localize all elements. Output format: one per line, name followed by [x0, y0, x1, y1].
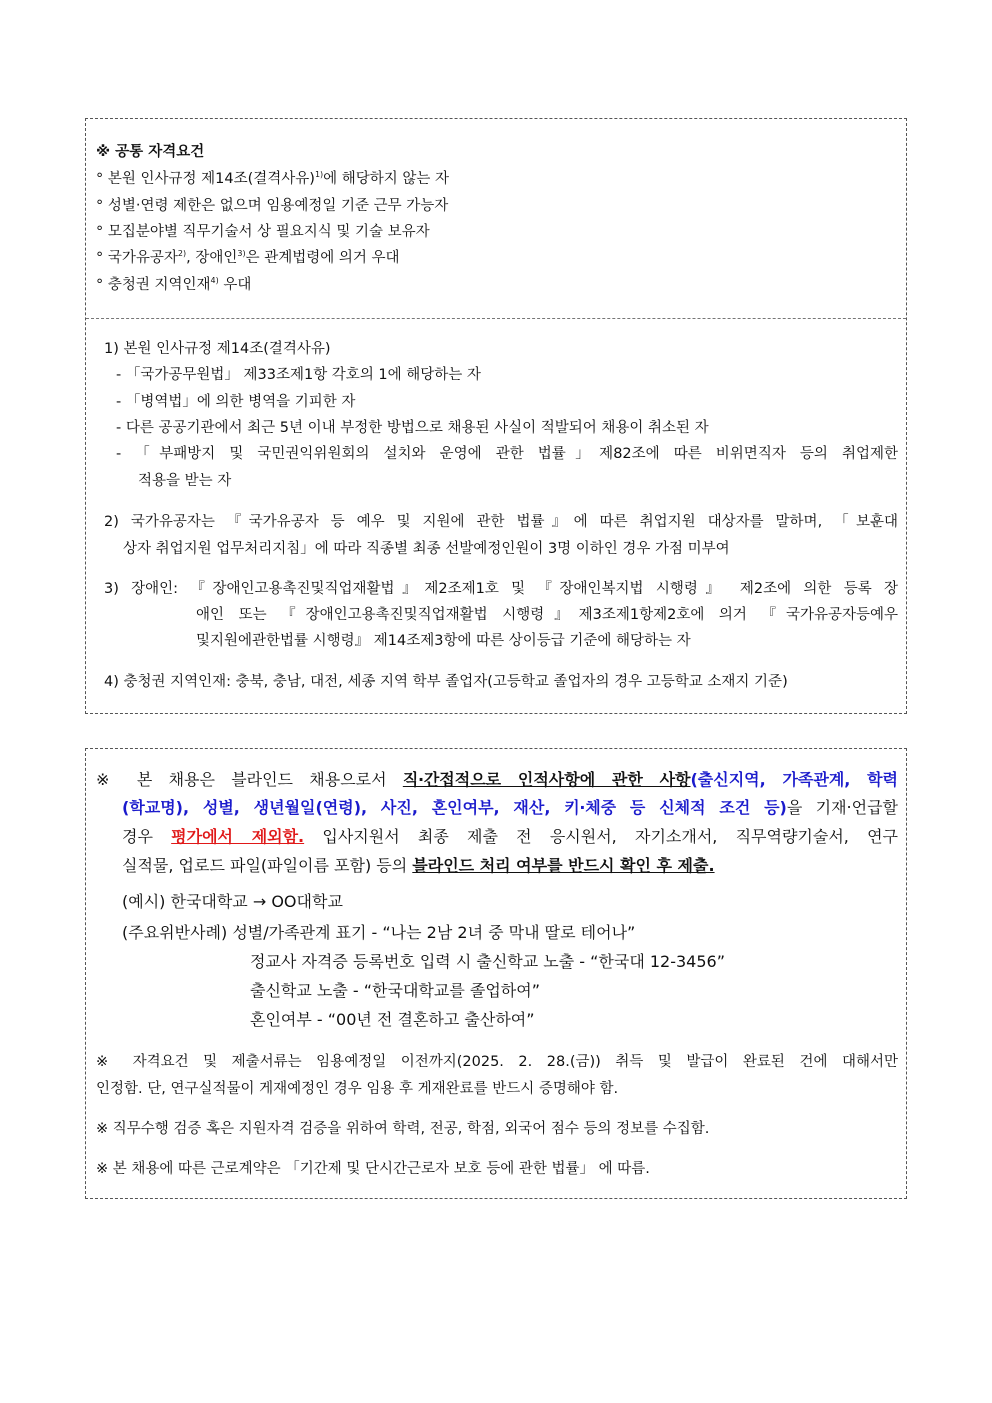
violation-item: 정교사 자격증 등록번호 입력 시 출신학교 노출 - “한국대 12-3456” — [250, 952, 726, 971]
qualification-note-line-2: 인정함. 단, 연구실적물이 게재예정인 경우 임용 후 게재완료를 반드시 증명해야 함. — [96, 1081, 619, 1097]
contract-note: ※ 본 채용에 따른 근로계약은 「기간제 및 단시간근로자 보호 등에 관한 법률」 에 따름. — [96, 1161, 650, 1177]
common-item-4: ° 국가유공자$^{2)}$, 장애인$^{3)}$은 관계법령에 의거 우대 — [96, 249, 400, 266]
blind-line-4: 실적물, 업로드 파일(파일이름 포함) 등의 블라인드 처리 여부를 반드시 확인 후 제출. — [122, 856, 715, 875]
note-1-item: - 「국가공무원법」 제33조제1항 각호의 1에 해당하는 자 — [116, 367, 481, 383]
common-item-3: ° 모집분야별 직무기술서 상 필요지식 및 기술 보유자 — [96, 224, 430, 240]
note-1-item: - 「병역법」에 의한 병역을 기피한 자 — [116, 394, 356, 410]
common-item-5: ° 충청권 지역인재$^{4)}$ 우대 — [96, 276, 252, 293]
note-1-title: 1) 본원 인사규정 제14조(결격사유) — [104, 341, 331, 357]
blind-hiring-box — [85, 748, 907, 1199]
blind-line-1: ※ 본 채용은 블라인드 채용으로서 직‧간접적으로 인적사항에 관한 사항(출신지역, 가족관계, 학력 — [96, 770, 899, 789]
blind-example: (예시) 한국대학교 → OO대학교 — [122, 892, 343, 911]
note-2-line: 2) 국가유공자는 『국가유공자 등 예우 및 지원에 관한 법률』에 따른 취업지원 대상자를 말하며, 「보훈대 — [104, 514, 898, 530]
note-1-item: - 다른 공공기관에서 최근 5년 이내 부정한 방법으로 채용된 사실이 적발되어 채용이 취소된 자 — [116, 420, 709, 436]
blind-line-3: 경우 평가에서 제외함. 입사지원서 최종 제출 전 응시원서, 자기소개서, 직무역량기술서, 연구 — [122, 827, 899, 846]
common-item-2: ° 성별‧연령 제한은 없으며 임용예정일 기준 근무 가능자 — [96, 198, 449, 214]
note-3-line: 및지원에관한법률 시행령』 제14조제3항에 따른 상이등급 기준에 해당하는 자 — [196, 633, 691, 649]
qualification-note-line-1: ※ 자격요건 및 제출서류는 임용예정일 이전까지(2025. 2. 28.(금)) 취득 및 발급이 완료된 건에 대해서만 — [96, 1054, 898, 1070]
violation-item: 혼인여부 - “00년 전 결혼하고 출산하여” — [250, 1010, 535, 1029]
note-3-line: 애인 또는 『장애인고용촉진및직업재활법 시행령』제3조제1항제2호에 의거 『국가유공자등예우 — [196, 607, 898, 623]
note-1-item: - 「부패방지 및 국민권익위원회의 설치와 운영에 관한 법률」제82조에 따른 비위면직자 등의 취업제한 — [116, 446, 898, 462]
violation-row: (주요위반사례) 성별/가족관계 표기 - “나는 2남 2녀 중 막내 딸로 테어나” — [122, 923, 636, 942]
common-item-1: ° 본원 인사규정 제14조(결격사유)$^{1)}$에 해당하지 않는 자 — [96, 170, 450, 187]
note-2-line: 상자 취업지원 업무처리지침」에 따라 직종별 최종 선발예정인원이 3명 이하인 경우 가점 미부여 — [123, 541, 730, 557]
qualification-box — [85, 118, 907, 714]
note-4: 4) 충청권 지역인재: 충북, 충남, 대전, 세종 지역 학부 졸업자(고등학교 졸업자의 경우 고등학교 소재지 기준) — [104, 674, 788, 690]
violation-item: 출신학교 노출 - “한국대학교를 졸업하여” — [250, 981, 540, 1000]
note-3-line: 3) 장애인: 『장애인고용촉진및직업재활법』제2조제1호 및 『장애인복지법 시행령』 제2조에 의한 등록 장 — [104, 581, 898, 597]
note-1-item-cont: 적용을 받는 자 — [138, 473, 232, 489]
data-collection-note: ※ 직무수행 검증 혹은 지원자격 검증을 위하여 학력, 전공, 학점, 외국어 점수 등의 정보를 수집함. — [96, 1121, 710, 1137]
blind-line-2: (학교명), 성별, 생년월일(연령), 사진, 혼인여부, 재산, 키‧체중 등 신체적 조건 등)을 기재‧언급할 — [122, 798, 898, 817]
common-title: ※ 공통 자격요건 — [96, 144, 205, 160]
